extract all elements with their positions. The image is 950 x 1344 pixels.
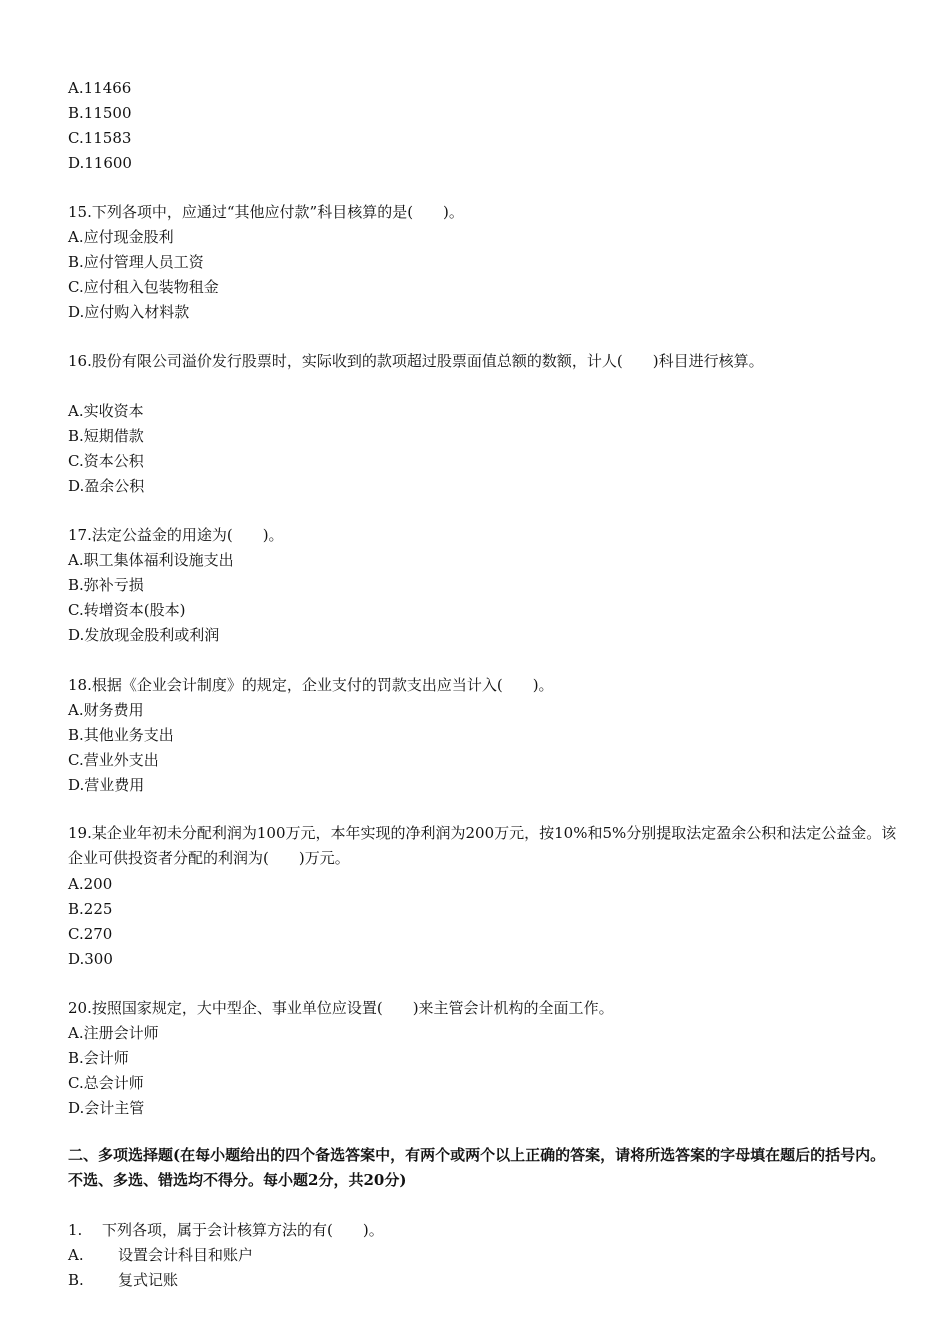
question-20-option-b: B.会计师 [68,1049,129,1067]
question-18-option-a: A.财务费用 [68,701,144,719]
question-16-option-b: B.短期借款 [68,427,144,445]
multi-question-1-stem: 下列各项，属于会计核算方法的有( )。 [102,1221,384,1239]
question-18-stem: 18.根据《企业会计制度》的规定，企业支付的罚款支出应当计入( )。 [68,676,554,694]
option-a: A.11466 [68,79,132,97]
option-key: A. [68,1246,84,1264]
option-c: C.11583 [68,129,132,147]
question-17-option-d: D.发放现金股利或利润 [68,626,220,644]
multi-question-1 [68,1220,384,1240]
question-17-stem: 17.法定公益金的用途为( )。 [68,526,284,544]
question-15-option-d: D.应付购入材料款 [68,303,190,321]
question-15-option-b: B.应付管理人员工资 [68,253,204,271]
option-d: D.11600 [68,154,132,172]
question-15-stem: 15.下列各项中，应通过“其他应付款”科目核算的是( )。 [68,203,464,221]
question-19-stem: 19.某企业年初未分配利润为100万元，本年实现的净利润为200万元，按10%和5%分别提取法定盈余公积和法定公益金。该企业可供投资者分配的利润为( )万元。 [68,824,897,867]
question-18-option-d: D.营业费用 [68,776,145,794]
question-16-option-a: A.实收资本 [68,402,144,420]
multi-question-1-number: 1. [68,1221,83,1239]
question-16-option-d: D.盈余公积 [68,477,145,495]
question-19-option-b: B.225 [68,900,113,918]
question-20-stem: 20.按照国家规定，大中型企、事业单位应设置( )来主管会计机构的全面工作。 [68,999,614,1017]
question-19-option-d: D.300 [68,950,113,968]
question-17-option-b: B.弥补亏损 [68,576,144,594]
option-text: 复式记账 [118,1271,179,1289]
question-18-option-c: C.营业外支出 [68,751,159,769]
question-17-option-c: C.转增资本(股本) [68,601,186,619]
option-key: B. [68,1271,84,1289]
option-text: 设置会计科目和账户 [118,1246,254,1264]
question-15-option-c: C.应付租入包装物租金 [68,278,219,296]
question-15-option-a: A.应付现金股利 [68,228,174,246]
question-20-option-d: D.会计主管 [68,1099,145,1117]
question-17-option-a: A.职工集体福利设施支出 [68,551,234,569]
multi-question-1-option-b [68,1270,178,1290]
section-2-heading: 二、多项选择题(在每小题给出的四个备选答案中，有两个或两个以上正确的答案，请将所选答案的字母填在题后的括号内。不选、多选、错选均不得分。每小题2分，共20分) [68,1146,886,1189]
question-20-option-a: A.注册会计师 [68,1024,159,1042]
question-19-option-a: A.200 [68,875,113,893]
question-20-option-c: C.总会计师 [68,1074,144,1092]
option-b: B.11500 [68,104,132,122]
question-18-option-b: B.其他业务支出 [68,726,174,744]
question-16-stem: 16.股份有限公司溢价发行股票时，实际收到的款项超过股票面值总额的数额，计人( )科目进行核算。 [68,352,764,370]
question-16-option-c: C.资本公积 [68,452,144,470]
multi-question-1-option-a [68,1245,253,1265]
question-19-option-c: C.270 [68,925,113,943]
